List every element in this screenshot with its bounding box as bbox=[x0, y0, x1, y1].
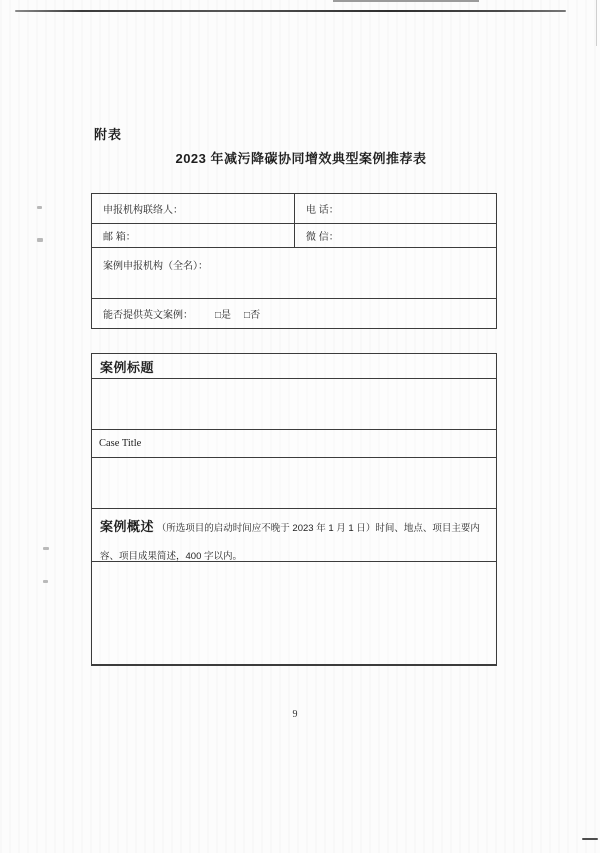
table-row-case-title-header bbox=[92, 354, 496, 379]
email-label: 邮 箱： bbox=[103, 232, 136, 243]
english-case-label: 能否提供英文案例： bbox=[103, 310, 193, 321]
org-full-name-label: 案例申报机构（全名）： bbox=[103, 261, 208, 272]
appendix-label: 附表 bbox=[94, 127, 123, 142]
english-case-option-no: □否 bbox=[244, 310, 261, 321]
table-row-overview-input bbox=[92, 562, 496, 664]
phone-label: 电 话： bbox=[306, 205, 339, 216]
scan-artifact-speck bbox=[37, 238, 43, 242]
english-case-cell bbox=[92, 299, 260, 328]
page-title: 2023 年减污降碳协同增效典型案例推荐表 bbox=[175, 151, 427, 166]
table-row-org-full-name bbox=[92, 248, 496, 299]
page-number: 9 bbox=[292, 709, 298, 720]
phone-cell bbox=[295, 194, 496, 223]
contact-info-table bbox=[91, 193, 497, 329]
scan-artifact-top-line bbox=[15, 10, 566, 12]
org-full-name-cell bbox=[92, 248, 208, 298]
scan-artifact-bottom-dash bbox=[582, 838, 598, 840]
case-overview-note: （所选项目的启动时间应不晚于 2023 年 1 月 1 日）时间、地点、项目主要内容、项目成果简述，400 字以内。 bbox=[100, 523, 480, 562]
contact-person-cell bbox=[92, 194, 295, 223]
case-detail-table bbox=[91, 353, 497, 666]
case-overview-label: 案例概述 bbox=[100, 519, 155, 534]
english-case-option-yes: □是 bbox=[215, 310, 232, 321]
email-cell bbox=[92, 224, 295, 247]
wechat-label: 微 信： bbox=[306, 232, 339, 243]
table-row-contact-phone bbox=[92, 194, 496, 224]
table-row-case-title-input bbox=[92, 379, 496, 430]
case-title-header-cell bbox=[92, 354, 154, 378]
contact-person-label: 申报机构联络人： bbox=[103, 205, 183, 216]
wechat-cell bbox=[295, 224, 496, 247]
table-row-email-wechat bbox=[92, 224, 496, 248]
case-title-label: 案例标题 bbox=[100, 359, 155, 375]
scan-artifact-right-edge-line bbox=[596, 0, 597, 46]
scan-artifact-speck bbox=[43, 580, 48, 583]
table-row-english-case bbox=[92, 299, 496, 328]
scan-artifact-speck bbox=[37, 206, 42, 209]
table-row-case-title-en-input bbox=[92, 458, 496, 509]
scan-artifact-top-edge-dash bbox=[333, 0, 479, 2]
case-title-en-cell bbox=[92, 430, 141, 457]
scan-artifact-speck bbox=[43, 547, 49, 550]
table-row-case-title-en bbox=[92, 430, 496, 458]
table-row-overview-header bbox=[92, 509, 496, 562]
case-overview-cell bbox=[92, 509, 496, 561]
case-title-en-label: Case Title bbox=[99, 438, 142, 449]
